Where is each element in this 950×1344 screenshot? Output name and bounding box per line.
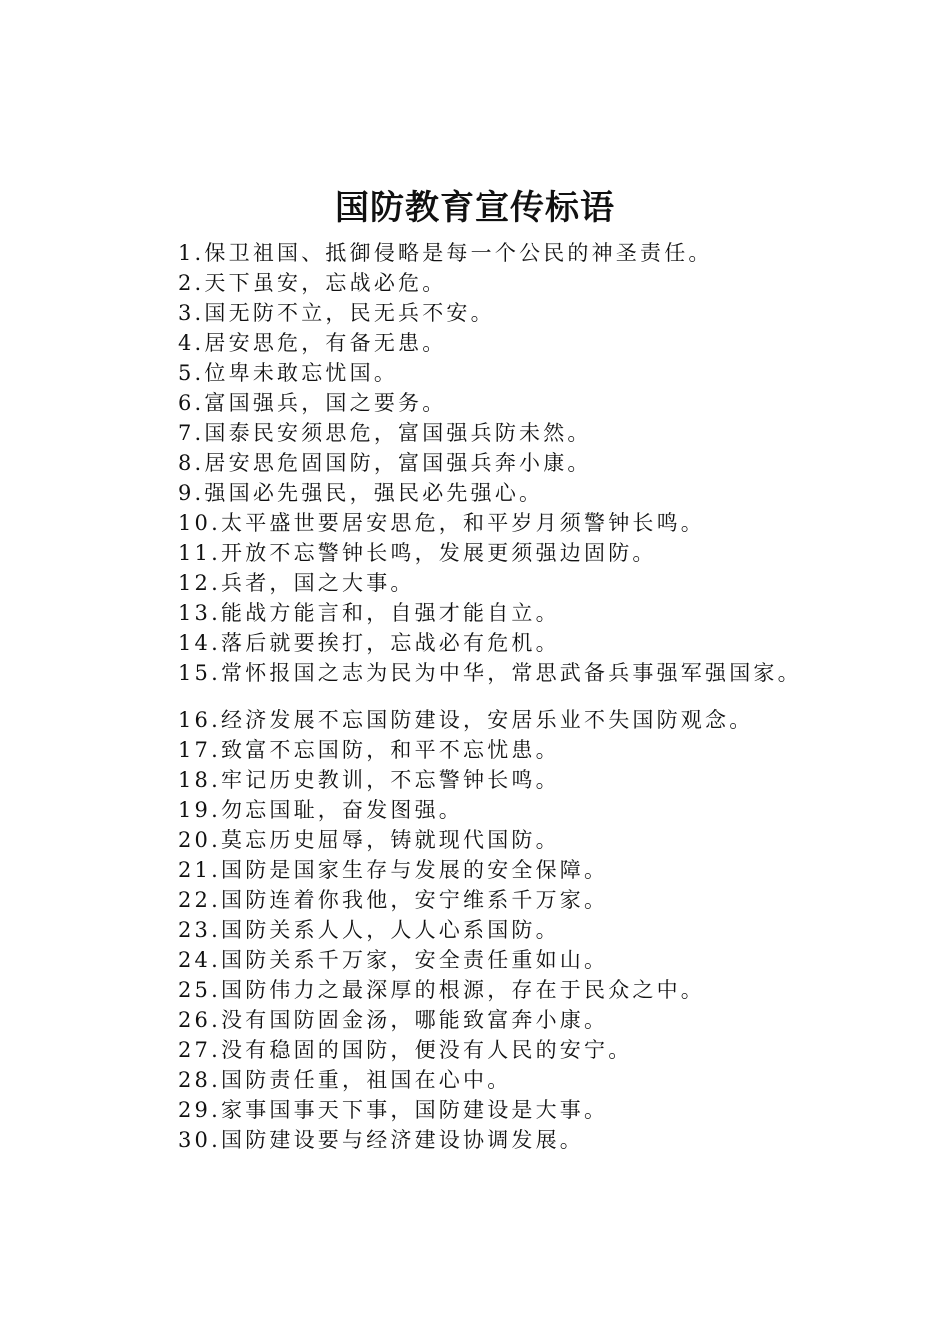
list-item: 9.强国必先强民，强民必先强心。 <box>178 481 544 505</box>
list-item: 29.家事国事天下事，国防建设是大事。 <box>178 1098 609 1122</box>
list-item: 24.国防关系千万家，安全责任重如山。 <box>178 948 609 972</box>
list-item: 17.致富不忘国防，和平不忘忧患。 <box>178 738 560 762</box>
list-item: 12.兵者，国之大事。 <box>178 571 415 595</box>
list-item: 23.国防关系人人，人人心系国防。 <box>178 918 560 942</box>
list-item: 13.能战方能言和，自强才能自立。 <box>178 601 560 625</box>
list-item: 14.落后就要挨打，忘战必有危机。 <box>178 631 560 655</box>
list-item: 15.常怀报国之志为民为中华，常思武备兵事强军强国家。 <box>178 661 802 685</box>
list-item: 22.国防连着你我他，安宁维系千万家。 <box>178 888 609 912</box>
list-item: 2.天下虽安，忘战必危。 <box>178 271 447 295</box>
list-item: 7.国泰民安须思危，富国强兵防未然。 <box>178 421 592 445</box>
document-title: 国防教育宣传标语 <box>335 188 615 228</box>
list-item: 11.开放不忘警钟长鸣，发展更须强边固防。 <box>178 541 657 565</box>
list-item: 28.国防责任重，祖国在心中。 <box>178 1068 512 1092</box>
list-item: 6.富国强兵，国之要务。 <box>178 391 447 415</box>
list-item: 3.国无防不立，民无兵不安。 <box>178 301 495 325</box>
list-item: 1.保卫祖国、抵御侵略是每一个公民的神圣责任。 <box>178 241 713 265</box>
list-item: 26.没有国防固金汤，哪能致富奔小康。 <box>178 1008 609 1032</box>
list-item: 30.国防建设要与经济建设协调发展。 <box>178 1128 584 1152</box>
list-item: 10.太平盛世要居安思危，和平岁月须警钟长鸣。 <box>178 511 705 535</box>
list-item: 16.经济发展不忘国防建设，安居乐业不失国防观念。 <box>178 708 754 732</box>
list-item: 25.国防伟力之最深厚的根源，存在于民众之中。 <box>178 978 705 1002</box>
slogan-list <box>178 238 918 1155</box>
list-item: 27.没有稳固的国防，便没有人民的安宁。 <box>178 1038 633 1062</box>
list-item: 5.位卑未敢忘忧国。 <box>178 361 399 385</box>
list-item: 21.国防是国家生存与发展的安全保障。 <box>178 858 609 882</box>
list-item: 19.勿忘国耻，奋发图强。 <box>178 798 463 822</box>
list-item: 20.莫忘历史屈辱，铸就现代国防。 <box>178 828 560 852</box>
list-item: 8.居安思危固国防，富国强兵奔小康。 <box>178 451 592 475</box>
list-item: 4.居安思危，有备无患。 <box>178 331 447 355</box>
list-item: 18.牢记历史教训，不忘警钟长鸣。 <box>178 768 560 792</box>
